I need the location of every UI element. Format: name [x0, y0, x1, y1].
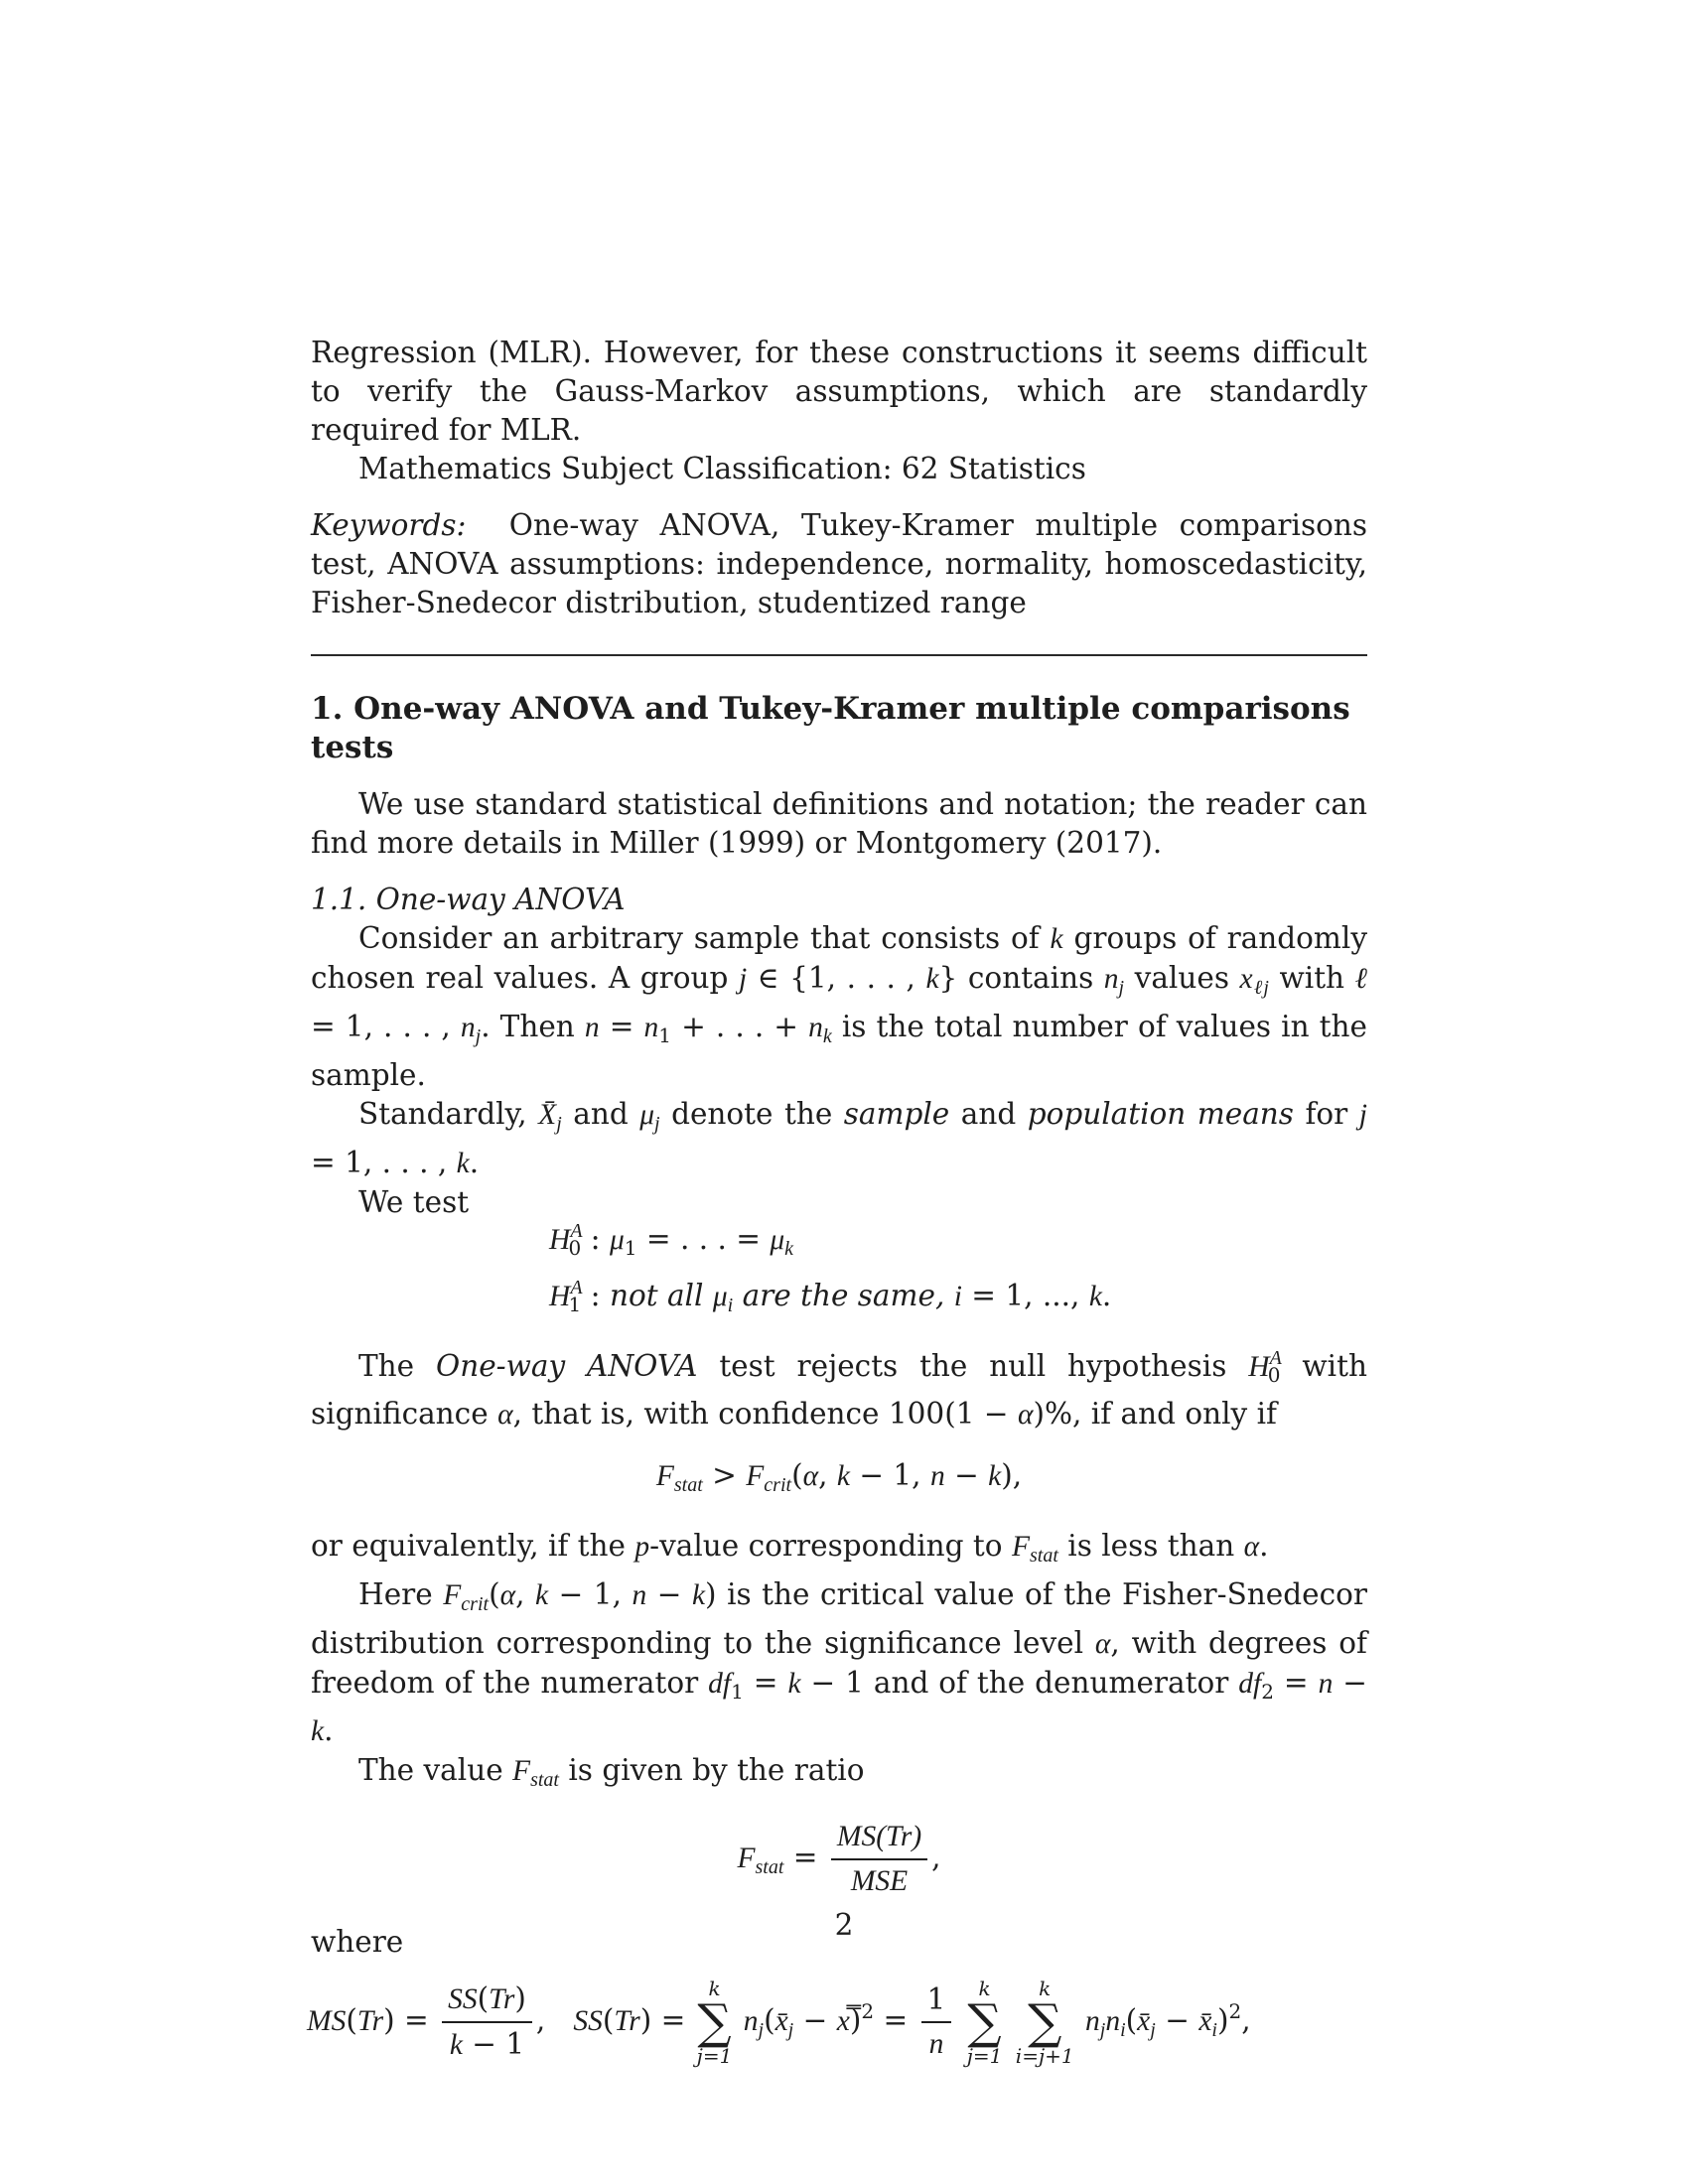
subsection-title: 1.1. One-way ANOVA — [311, 883, 626, 916]
para-critical: Here $F_{crit}(\alpha$, k − 1, n − k) is the critical value of the Fisher-Snedecor distribution corresponding to the significance level α, with degrees of freedom of the numerator $df_1 = k - 1$ and of the denumerator $df_2 = n - k$. — [311, 1577, 1367, 1747]
abstract-tail: Regression (MLR). However, for these constructions it seems difficult to verify the Gauss-Markov assumptions, which are standardly required for MLR. — [311, 336, 1367, 447]
ms-tr-formula: MS(Tr) = $\frac{SS(Tr)}{k - 1}$ , SS(Tr) = k ∑ j=1 $n_j(x̄_j$ − x̿)$^2$ = $\frac{1}{n}$ k ∑ j=1 k ∑ i=j+1 $n_jn_i(x̄_j$ − $x̄_i)^2$, — [307, 1977, 1251, 2068]
divider — [311, 654, 1367, 656]
section-title: 1. One-way ANOVA and Tukey-Kramer multiple comparisons tests — [311, 691, 1350, 765]
we-test: We test — [358, 1185, 470, 1219]
hypotheses — [549, 1212, 1367, 1325]
f-crit-inequality: $F_{stat} > F_{crit}(\alpha$, k − 1, n − k), — [655, 1458, 1023, 1496]
keywords — [311, 506, 1367, 622]
para-p-value: or equivalently, if the p-value corresponding to $F_{stat}$ is less than α. — [311, 1529, 1269, 1567]
keywords-label: Keywords: — [311, 508, 467, 542]
msc-line: Mathematics Subject Classification: 62 Statistics — [358, 452, 1086, 485]
null-hypothesis: $H^A_0$ : $\mu_1$ = . . . = $\mu_k$ — [549, 1220, 794, 1260]
page-body — [307, 334, 1367, 2068]
para-anova-rule: The One-way ANOVA test rejects the null hypothesis $H^A_0$ with significance α, that is, with confidence 100(1 − α)%, if and only if — [311, 1347, 1367, 1431]
page-number: 2 — [834, 1908, 854, 1942]
para-means: Standardly, $X̄_j$ and $\mu_j$ denote the sample and population means for j = 1, . . . , k. — [311, 1097, 1367, 1179]
para-groups: Consider an arbitrary sample that consists of k groups of randomly chosen real values. A group j ∈ {1, . . . , k} contains $n_j$ values $x_{\ell j}$ with ℓ = 1, . . . , $n_j$. Then $n = n_1$ + . . . + $n_k$ is the total number of values in the sample. — [311, 921, 1367, 1092]
alt-hypothesis: $H^A_1$ : not all $\mu_i$ are the same, i = 1, ..., k. — [549, 1277, 1112, 1316]
where-text: where — [311, 1925, 404, 1959]
keywords-text: One-way ANOVA, Tukey-Kramer multiple comparisons test, ANOVA assumptions: independence, normality, homoscedasticity, Fisher-Snedecor distribution, studentized range — [311, 508, 1367, 619]
f-stat-formula: $F_{stat}$ = $\frac{MS(Tr)}{\text{MSE}}$ , — [311, 1818, 1367, 1901]
para-ratio: The value $F_{stat}$ is given by the ratio — [358, 1753, 865, 1791]
section-intro: We use standard statistical definitions and notation; the reader can find more details in Miller (1999) or Montgomery (2017). — [311, 787, 1367, 860]
